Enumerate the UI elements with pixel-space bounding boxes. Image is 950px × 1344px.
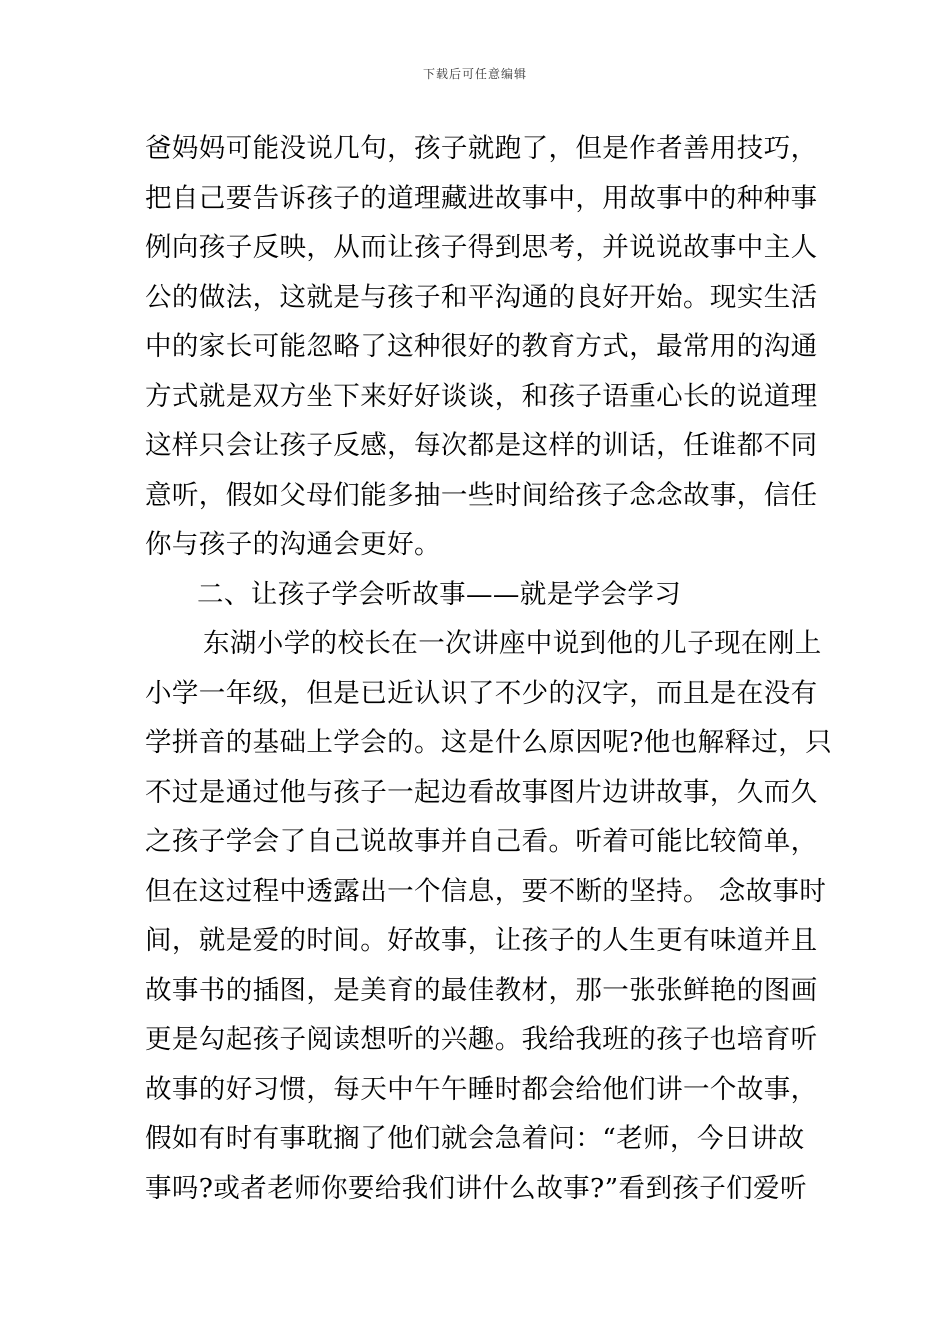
text-line: 间，就是爱的时间。好故事，让孩子的人生更有味道并且 <box>145 925 818 956</box>
text-line: 小学一年级，但是已近认识了不少的汉字，而且是在没有 <box>145 677 818 709</box>
text-line: 意听，假如父母们能多抽一些时间给孩子念念故事，信任 <box>145 479 818 511</box>
text-line: 假如有时有事耽搁了他们就会急着问：“老师，今日讲故 <box>145 1123 805 1154</box>
text-line: 故事的好习惯，每天中午午睡时都会给他们讲一个故事， <box>145 1073 818 1105</box>
text-line: 中的家长可能忽略了这种很好的教育方式，最常用的沟通 <box>145 331 818 362</box>
text-line: 事吗?或者老师你要给我们讲什么故事?”看到孩子们爱听 <box>145 1172 807 1204</box>
section-heading: 二、让孩子学会听故事——就是学会学习 <box>197 578 682 610</box>
text-line: 之孩子学会了自己说故事并自己看。听着可能比较简单， <box>145 826 818 857</box>
text-line: 你与孩子的沟通会更好。 <box>145 529 441 560</box>
page-header: 下载后可任意编辑 <box>422 67 527 81</box>
text-line: 把自己要告诉孩子的道理藏进故事中，用故事中的种种事 <box>145 182 818 214</box>
text-line: 这样只会让孩子反感，每次都是这样的训话，任谁都不同 <box>145 430 818 461</box>
document-body <box>145 124 833 1213</box>
text-line: 学拼音的基础上学会的。这是什么原因呢?他也解释过，只 <box>145 727 833 758</box>
text-line: 方式就是双方坐下来好好谈谈，和孩子语重心长的说道理 <box>145 380 818 412</box>
text-line: 但在这过程中透露出一个信息，要不断的坚持。 念故事时 <box>145 875 827 907</box>
text-line: 爸妈妈可能没说几句，孩子就跑了，但是作者善用技巧， <box>145 133 818 164</box>
text-line: 公的做法，这就是与孩子和平沟通的良好开始。现实生活 <box>145 281 818 313</box>
text-line: 故事书的插图，是美育的最佳教材，那一张张鲜艳的图画 <box>145 974 818 1006</box>
text-line: 更是勾起孩子阅读想听的兴趣。我给我班的孩子也培育听 <box>145 1024 818 1055</box>
text-line: 例向孩子反映，从而让孩子得到思考，并说说故事中主人 <box>145 232 818 263</box>
paragraph-first-line: 东湖小学的校长在一次讲座中说到他的儿子现在刚上 <box>203 628 822 659</box>
text-line: 不过是通过他与孩子一起边看故事图片边讲故事，久而久 <box>145 776 818 808</box>
